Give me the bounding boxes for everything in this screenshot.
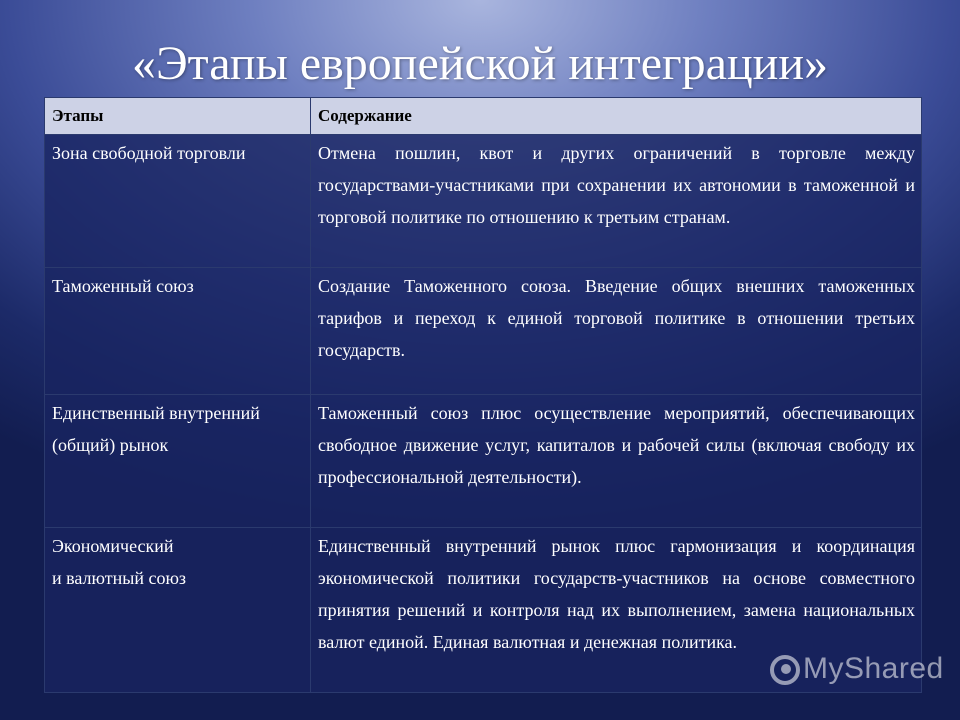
header-content: Содержание bbox=[311, 98, 922, 135]
content-cell: Создание Таможенного союза. Введение общих внешних таможенных тарифов и переход к единой торговой политике в отношении третьих государств. bbox=[311, 268, 922, 395]
stage-cell: Таможенный союз bbox=[45, 268, 311, 395]
myshared-logo-icon bbox=[770, 655, 800, 685]
watermark-text: MyShared bbox=[803, 652, 944, 685]
slide-title: «Этапы европейской интеграции» bbox=[131, 37, 829, 90]
table-row-single-market bbox=[45, 395, 922, 528]
table-header-row bbox=[45, 98, 922, 135]
table-row-customs-union bbox=[45, 268, 922, 395]
stage-cell: Зона свободной торговли bbox=[45, 135, 311, 268]
integration-stages-table bbox=[44, 97, 922, 693]
stage-cell: Экономический и валютный союз bbox=[45, 528, 311, 693]
table-row-free-trade-zone bbox=[45, 135, 922, 268]
content-cell: Единственный внутренний рынок плюс гармонизация и координация экономической политики государств-участников на основе совместного принятия решений и контроля над их выполнением, замена национальных валют единой. Единая валютная и денежная политика. bbox=[311, 528, 922, 693]
content-cell: Отмена пошлин, квот и других ограничений в торговле между государствами-участниками при сохранении их автономии в таможенной и торговой политике по отношению к третьим странам. bbox=[311, 135, 922, 268]
header-stages: Этапы bbox=[45, 98, 311, 135]
stage-cell: Единственный внутренний (общий) рынок bbox=[45, 395, 311, 528]
watermark-logo bbox=[770, 652, 944, 686]
content-cell: Таможенный союз плюс осуществление мероприятий, обеспечивающих свободное движение услуг, капиталов и рабочей силы (включая свободу их профессиональной деятельности). bbox=[311, 395, 922, 528]
